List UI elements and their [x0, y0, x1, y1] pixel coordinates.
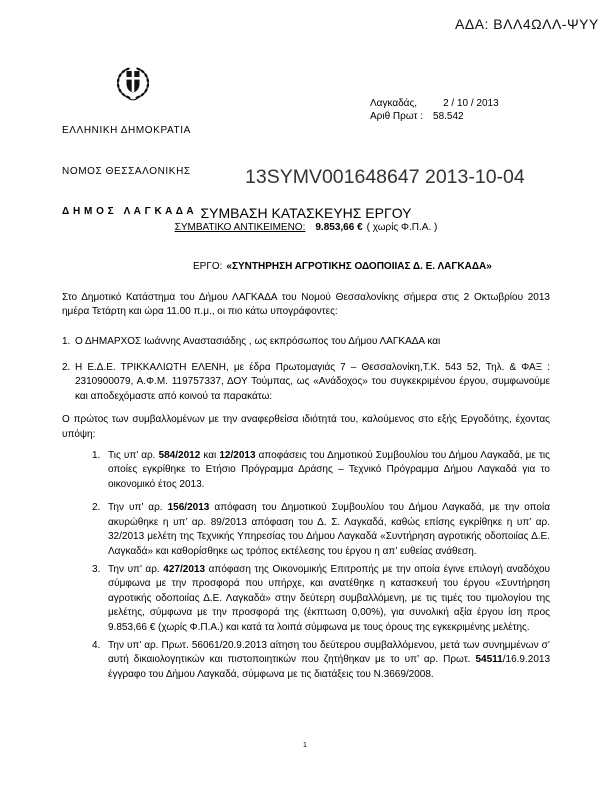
consideration-number: 4. — [92, 639, 101, 651]
clause-text: απόφαση της Οικονομικής Επιτροπής με την οποία έγινε επιλογή αναδόχου σύμφωνα με την προσφορά που υπήρχε, και ανατέθηκε η κατασκευή του έργου «Συντήρηση αγροτικής οδοποιίας Δ.Ε. Λαγκαδά» στην δεύτερη συμβαλλόμενη, με τις τιμές του τιμολογίου της μελέτης, σύμφωνα με την προσφορά της (έκπτωση 0,00%), για συνολική αξία έργου ίση προς 9.853,66 € (χωρίς Φ.Π.Α.) και κατά τα λοιπά σύμφωνα με τους όρους της εγκεκριμένης μελέτης. — [108, 563, 550, 633]
clause-text: Την υπ’ αρ. — [108, 563, 164, 575]
consideration-number: 3. — [92, 563, 101, 575]
clause-text: Την υπ’ αρ. Πρωτ. 56061/20.9.2013 αίτηση του δεύτερου συμβαλλόμενου, μετά των συνημμένων σ’ αυτή δικαιολογητικών και πιστοποιητικών που ζητήθηκαν με το υπ’ αρ. Πρωτ. — [108, 639, 550, 666]
issuer-prefecture: ΝΟΜΟΣ ΘΕΣΣΑΛΟΝΙΚΗΣ — [62, 165, 191, 177]
project-line — [62, 260, 550, 274]
party-text: Ο ΔΗΜΑΡΧΟΣ Ιωάννης Αναστασιάδης , ως εκπρόσωπος του Δήμου ΛΑΓΚΑΔΑ και — [75, 335, 441, 347]
contract-amount-note: ( χωρίς Φ.Π.Α. ) — [366, 222, 438, 233]
contract-body — [62, 205, 550, 682]
decision-number: 156/2013 — [167, 502, 210, 514]
consideration-number: 2. — [92, 502, 101, 514]
protocol-line — [370, 110, 499, 123]
clause-text: Την υπ’ αρ. — [108, 502, 168, 514]
contract-title: ΣΥΜΒΑΣΗ ΚΑΤΑΣΚΕΥΗΣ ΕΡΓΟΥ — [200, 205, 412, 221]
document-code: 13SYMV001648647 2013-10-04 — [245, 166, 525, 188]
intro-paragraph: Στο Δημοτικό Κατάστημα του Δήμου ΛΑΓΚΑΔΑ του Νομού Θεσσαλονίκης σήμερα στις 2 Οκτωβρίου 2013 ημέρα Τετάρτη και ώρα 11.00 π.μ., οι πιο κάτω υπογράφοντες: — [62, 291, 550, 318]
contract-amount-label: ΣΥΜΒΑΤΙΚΟ ΑΝΤΙΚΕΙΜΕΝΟ: — [174, 222, 306, 233]
contract-amount-line — [62, 221, 550, 235]
protocol-reference: 54511 — [475, 654, 503, 666]
project-name: «ΣΥΝΤΗΡΗΣΗ ΑΓΡΟΤΙΚΗΣ ΟΔΟΠΟΙΙΑΣ Δ. Ε. ΛΑΓΚΑΔΑ» — [226, 261, 492, 273]
consideration-item — [92, 449, 550, 492]
clause-text: Τις υπ’ αρ. — [108, 450, 159, 462]
page-number: 1 — [303, 742, 307, 749]
coat-of-arms-icon — [113, 60, 153, 102]
clause-text: και — [200, 450, 220, 462]
place-date-line — [370, 97, 499, 110]
party-number: 2. — [62, 362, 71, 374]
decision-number: 584/2012 — [158, 450, 201, 462]
consideration-text — [108, 639, 550, 682]
consideration-item — [92, 563, 550, 635]
protocol-label: Αριθ Πρωτ : — [370, 111, 424, 122]
decision-number: 12/2013 — [219, 450, 256, 462]
preamble-paragraph: Ο πρώτος των συμβαλλομένων με την αναφερθείσα ιδιότητά του, καλούμενος στο εξής Εργοδότης, έχοντας υπόψη: — [62, 414, 550, 440]
consideration-item — [92, 501, 550, 559]
contract-amount-value: 9.853,66 € — [315, 222, 363, 233]
consideration-number: 1. — [92, 450, 101, 462]
shield — [127, 71, 140, 93]
clause-text: /16.9.2013 έγγραφο του Δήμου Λαγκαδά, σύμφωνα με τις διατάξεις του Ν.3669/2008. — [108, 654, 550, 680]
consideration-text — [108, 563, 550, 635]
consideration-text — [108, 449, 550, 492]
ada-code: ΑΔΑ: ΒΛΛ4ΩΛΛ-ΨΥΥ — [455, 16, 599, 32]
project-label: ΕΡΓΟ: — [193, 261, 223, 273]
party-item — [62, 361, 550, 404]
clause-text: αποφάσεις του Δημοτικού Συμβουλίου του Δήμου Λαγκαδά, με τις οποίες εγκρίθηκε το Ετήσιο Πρόγραμμα Δράσης – Τεχνικό Πρόγραμμα Δήμου Λαγκαδά για το οικονομικό έτος 2013. — [108, 450, 550, 490]
party-number: 1. — [62, 335, 71, 347]
protocol-number: 58.542 — [433, 111, 464, 122]
consideration-text — [108, 501, 550, 559]
party-item — [62, 335, 550, 349]
place-date-block — [370, 97, 499, 123]
issuer-municipality: Δ Η Μ Ο Σ Λ Α Γ Κ Α Δ Α — [62, 206, 195, 217]
party-text: Η Ε.Δ.Ε. ΤΡΙΚΚΑΛΙΩΤΗ ΕΛΕΝΗ, με έδρα Πρωτομαγιάς 7 – Θεσσαλονίκη,Τ.Κ. 543 52, Τηλ. & ΦΑΞ : 2310900079, Α.Φ.Μ. 119757337, ΔΟΥ Τούμπας, ως «Ανάδοχος» του συγκεκριμένου έργου, συμφωνούμε και αποδεχόμαστε από κοινού τα παρακάτω: — [75, 362, 550, 402]
issuer-country: ΕΛΛΗΝΙΚΗ ΔΗΜΟΚΡΑΤΙΑ — [62, 125, 191, 136]
place: Λαγκαδάς, — [370, 98, 418, 109]
clause-text: απόφαση του Δημοτικού Συμβουλίου του Δήμου Λαγκαδά, με την οποία ακυρώθηκε η υπ’ αρ. 89/2013 απόφαση του Δ. Σ. Λαγκαδά, καθώς επίσης εγκρίθηκε η υπ’ αρ. 32/2013 μελέτη της Τεχνικής Υπηρεσίας του Δήμου Λαγκαδά «Συντήρηση αγροτικής οδοποιίας Δ.Ε. Λαγκαδά» και καθορίσθηκε ως τρόπος εκτέλεσης του έργου η απ’ ευθείας ανάθεση. — [108, 502, 551, 557]
date: 2 / 10 / 2013 — [443, 98, 499, 109]
consideration-item — [92, 639, 550, 682]
decision-number: 427/2013 — [163, 563, 206, 575]
